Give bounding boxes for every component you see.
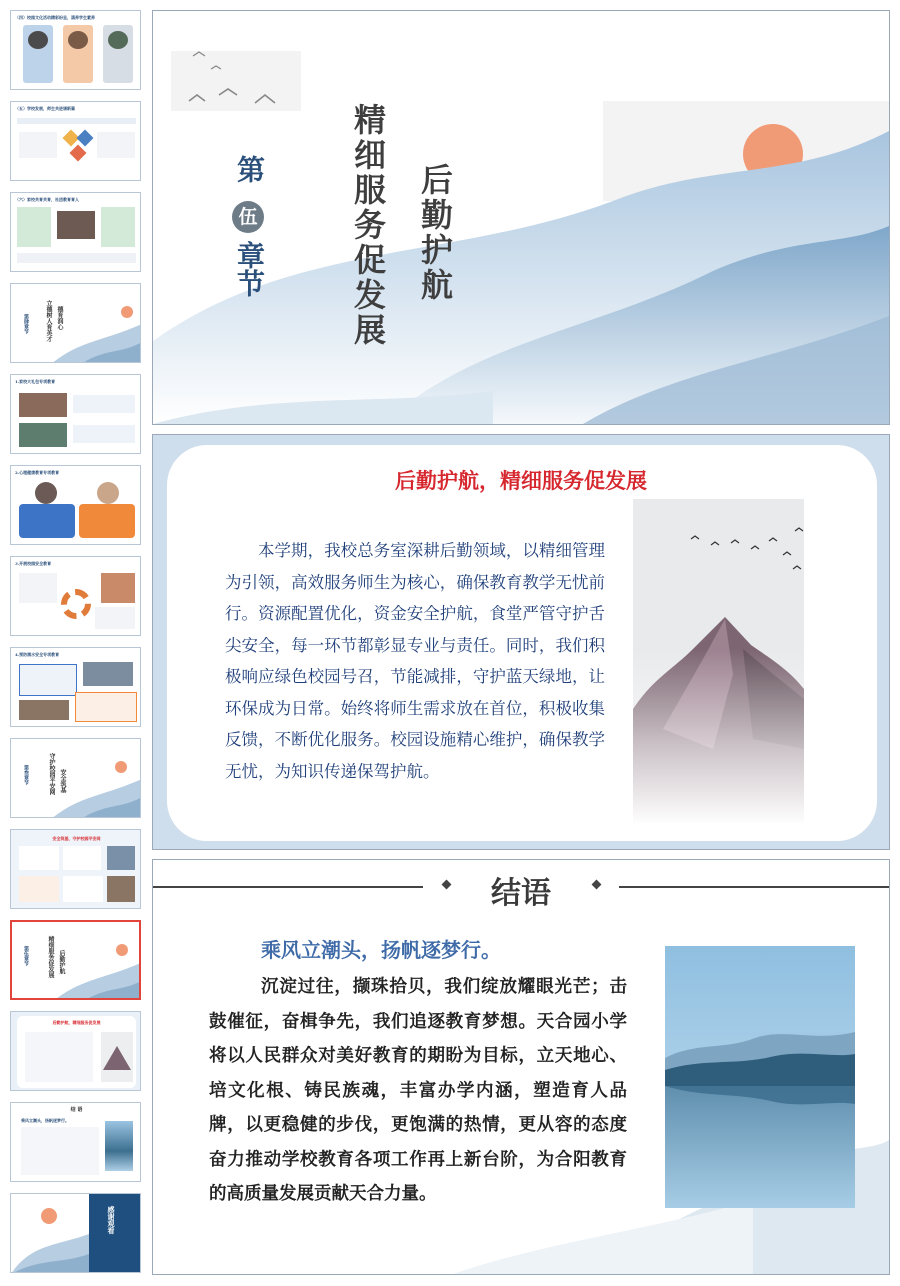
mountain-landscape <box>11 284 141 363</box>
slide-thumbnail-7[interactable] <box>10 556 141 636</box>
thumbnail-panel <box>0 0 150 1286</box>
thumbnail-title: 守护校园平安网 <box>48 753 55 795</box>
thumbnail-subtitle: 德育润心 <box>56 306 63 330</box>
text-line <box>17 253 136 263</box>
chapter-label <box>231 155 267 183</box>
hexagon <box>77 130 94 147</box>
chapter-suffix: 节 <box>233 269 266 297</box>
slide-chapter-five <box>152 10 890 425</box>
chapter-char: 第 <box>23 314 29 319</box>
chapter-char: 第 <box>23 946 29 951</box>
photo <box>19 700 69 720</box>
thumbnail-subtitle: 后勤护航 <box>58 950 65 974</box>
text-block <box>63 846 101 870</box>
slide-thumbnail-1[interactable] <box>10 10 141 90</box>
slide-thumbnail-10[interactable] <box>10 829 141 909</box>
thumbnail-title: 精细服务促发展 <box>47 936 54 978</box>
slide-thumbnail-9[interactable] <box>10 738 141 818</box>
text-block <box>97 132 135 158</box>
photo <box>108 31 128 49</box>
section-heading: 后勤护航，精细服务促发展 <box>395 468 647 493</box>
photo <box>107 846 135 870</box>
chapter-char: 章 <box>23 775 29 780</box>
page-title: 精细服务促发展 <box>349 103 387 348</box>
sub-heading: 乘风立潮头，扬帆逐梦行。 <box>261 938 501 962</box>
text-block <box>63 876 103 902</box>
slide-thumbnail-12[interactable] <box>10 1011 141 1091</box>
thumbnail-title: （五）学校发展，师生共进谱新篇 <box>15 106 75 111</box>
slide-thumbnail-4[interactable] <box>10 283 141 363</box>
thumbnail-title: 立德树人育英才 <box>45 300 52 342</box>
thumbnail-title: 安全筑基，守护校园平安网 <box>52 836 101 841</box>
chapter-number-badge: 伍 <box>232 201 264 233</box>
slide-thumbnail-5[interactable] <box>10 374 141 454</box>
text-block <box>19 664 77 696</box>
slide-thumbnail-14[interactable] <box>10 1193 141 1273</box>
text-block <box>19 846 59 870</box>
photo <box>68 31 88 49</box>
photo <box>107 876 135 902</box>
chapter-char: 章 <box>23 324 29 329</box>
chapter-label <box>22 946 29 966</box>
text-line <box>17 118 136 124</box>
card <box>79 504 135 538</box>
photo <box>57 211 95 239</box>
text-block <box>73 425 135 443</box>
thumbnail-title: （四）校园文化活动精彩纷呈，涵养学生素养 <box>15 15 95 20</box>
slide-thumbnail-11-active[interactable] <box>10 920 141 1000</box>
hexagon <box>70 145 87 162</box>
text-block <box>73 395 135 413</box>
slide-thumbnail-6[interactable] <box>10 465 141 545</box>
chapter-label <box>22 314 29 334</box>
thanks-text: 感谢观看 <box>107 1206 116 1234</box>
page-subtitle: 后勤护航 <box>416 163 454 303</box>
gear-icon <box>61 589 91 619</box>
thumbnail-title: （六）家校共育共育，社团教育育人 <box>15 197 79 202</box>
chapter-num: 伍 <box>23 951 29 956</box>
slide-thumbnail-8[interactable] <box>10 647 141 727</box>
text-block <box>75 692 137 722</box>
divider-line-right <box>619 886 889 888</box>
text-block <box>19 876 59 902</box>
body-paragraph: 本学期，我校总务室深耕后勤领域，以精细管理为引领，高效服务师生为核心，确保教育教学无忧前行。资源配置优化，资金安全护航，食堂严管守护舌尖安全，每一环节都彰显专业与责任。同时，我们积极响应绿色校园号召，节能减排，守护蓝天绿地，让环保成为日常。始终将师生需求放在首位，积极收集反馈，不断优化服务。校园设施精心维护，确保教学无忧，为知识传递保驾护航。 <box>225 541 605 781</box>
chapter-word: 章 <box>233 241 266 269</box>
mountain-image <box>633 499 804 825</box>
body-paragraph: 沉淀过往，撷珠拾贝，我们绽放耀眼光芒；击鼓催征，奋楫争先，我们追逐教育梦想。天合园小学将以人民群众对美好教育的期盼为目标，立天地心、培文化根、铸民族魂，丰富办学内涵，塑造育人品牌，以更稳健的步伐，更饱满的热情，更从容的态度奋力推动学校教育各项工作再上新台阶，为合阳教育的高质量发展贡献天合力量。 <box>209 977 627 1204</box>
mountain-landscape <box>12 922 141 1000</box>
chapter-label <box>22 765 29 785</box>
slide-thumbnail-3[interactable] <box>10 192 141 272</box>
lake-image <box>105 1121 133 1171</box>
card <box>19 504 75 538</box>
text-block <box>101 207 135 247</box>
slide-conclusion <box>152 859 890 1275</box>
chapter-label-suffix <box>231 241 267 297</box>
lake-image <box>665 946 855 1208</box>
chapter-char: 章 <box>23 956 29 961</box>
chapter-char: 节 <box>23 329 29 334</box>
mountain-image <box>101 1032 133 1082</box>
photo <box>83 662 133 686</box>
photo <box>19 393 67 417</box>
slide-logistics <box>152 434 890 850</box>
slide-thumbnail-13[interactable] <box>10 1102 141 1182</box>
text-block <box>19 573 57 603</box>
chapter-prefix: 第 <box>233 155 266 183</box>
text-block <box>95 607 135 629</box>
text-block <box>19 132 57 158</box>
thumbnail-title: 后勤护航，精细服务促发展 <box>52 1020 101 1025</box>
mountain-landscape <box>11 739 141 818</box>
thumbnail-title: 3.开展校园安全教育 <box>15 561 52 566</box>
text-block <box>21 1127 99 1175</box>
thumbnail-subtitle: 乘风立潮头，扬帆逐梦行。 <box>21 1118 69 1123</box>
photo <box>101 573 135 603</box>
thumbnail-title: 结 语 <box>70 1107 83 1113</box>
slide-thumbnail-2[interactable] <box>10 101 141 181</box>
page-title: 结语 <box>491 876 551 911</box>
chapter-num: 肆 <box>23 319 29 324</box>
photo <box>28 31 48 49</box>
text-block <box>17 207 51 247</box>
photo <box>35 482 57 504</box>
thumbnail-title: 2.心理健康教育专项教育 <box>15 470 60 475</box>
thumbnail-title: 4.预防溺水安全专项教育 <box>15 652 60 657</box>
chapter-char: 节 <box>23 780 29 785</box>
text-block <box>25 1032 93 1082</box>
thumbnail-title: 1.家校大礼包专项教育 <box>15 379 56 384</box>
photo <box>19 423 67 447</box>
photo <box>97 482 119 504</box>
chapter-num: 叁 <box>23 770 29 775</box>
chapter-char: 第 <box>23 765 29 770</box>
thumbnail-subtitle: 安全筑基 <box>59 769 66 793</box>
chapter-char: 节 <box>23 961 29 966</box>
